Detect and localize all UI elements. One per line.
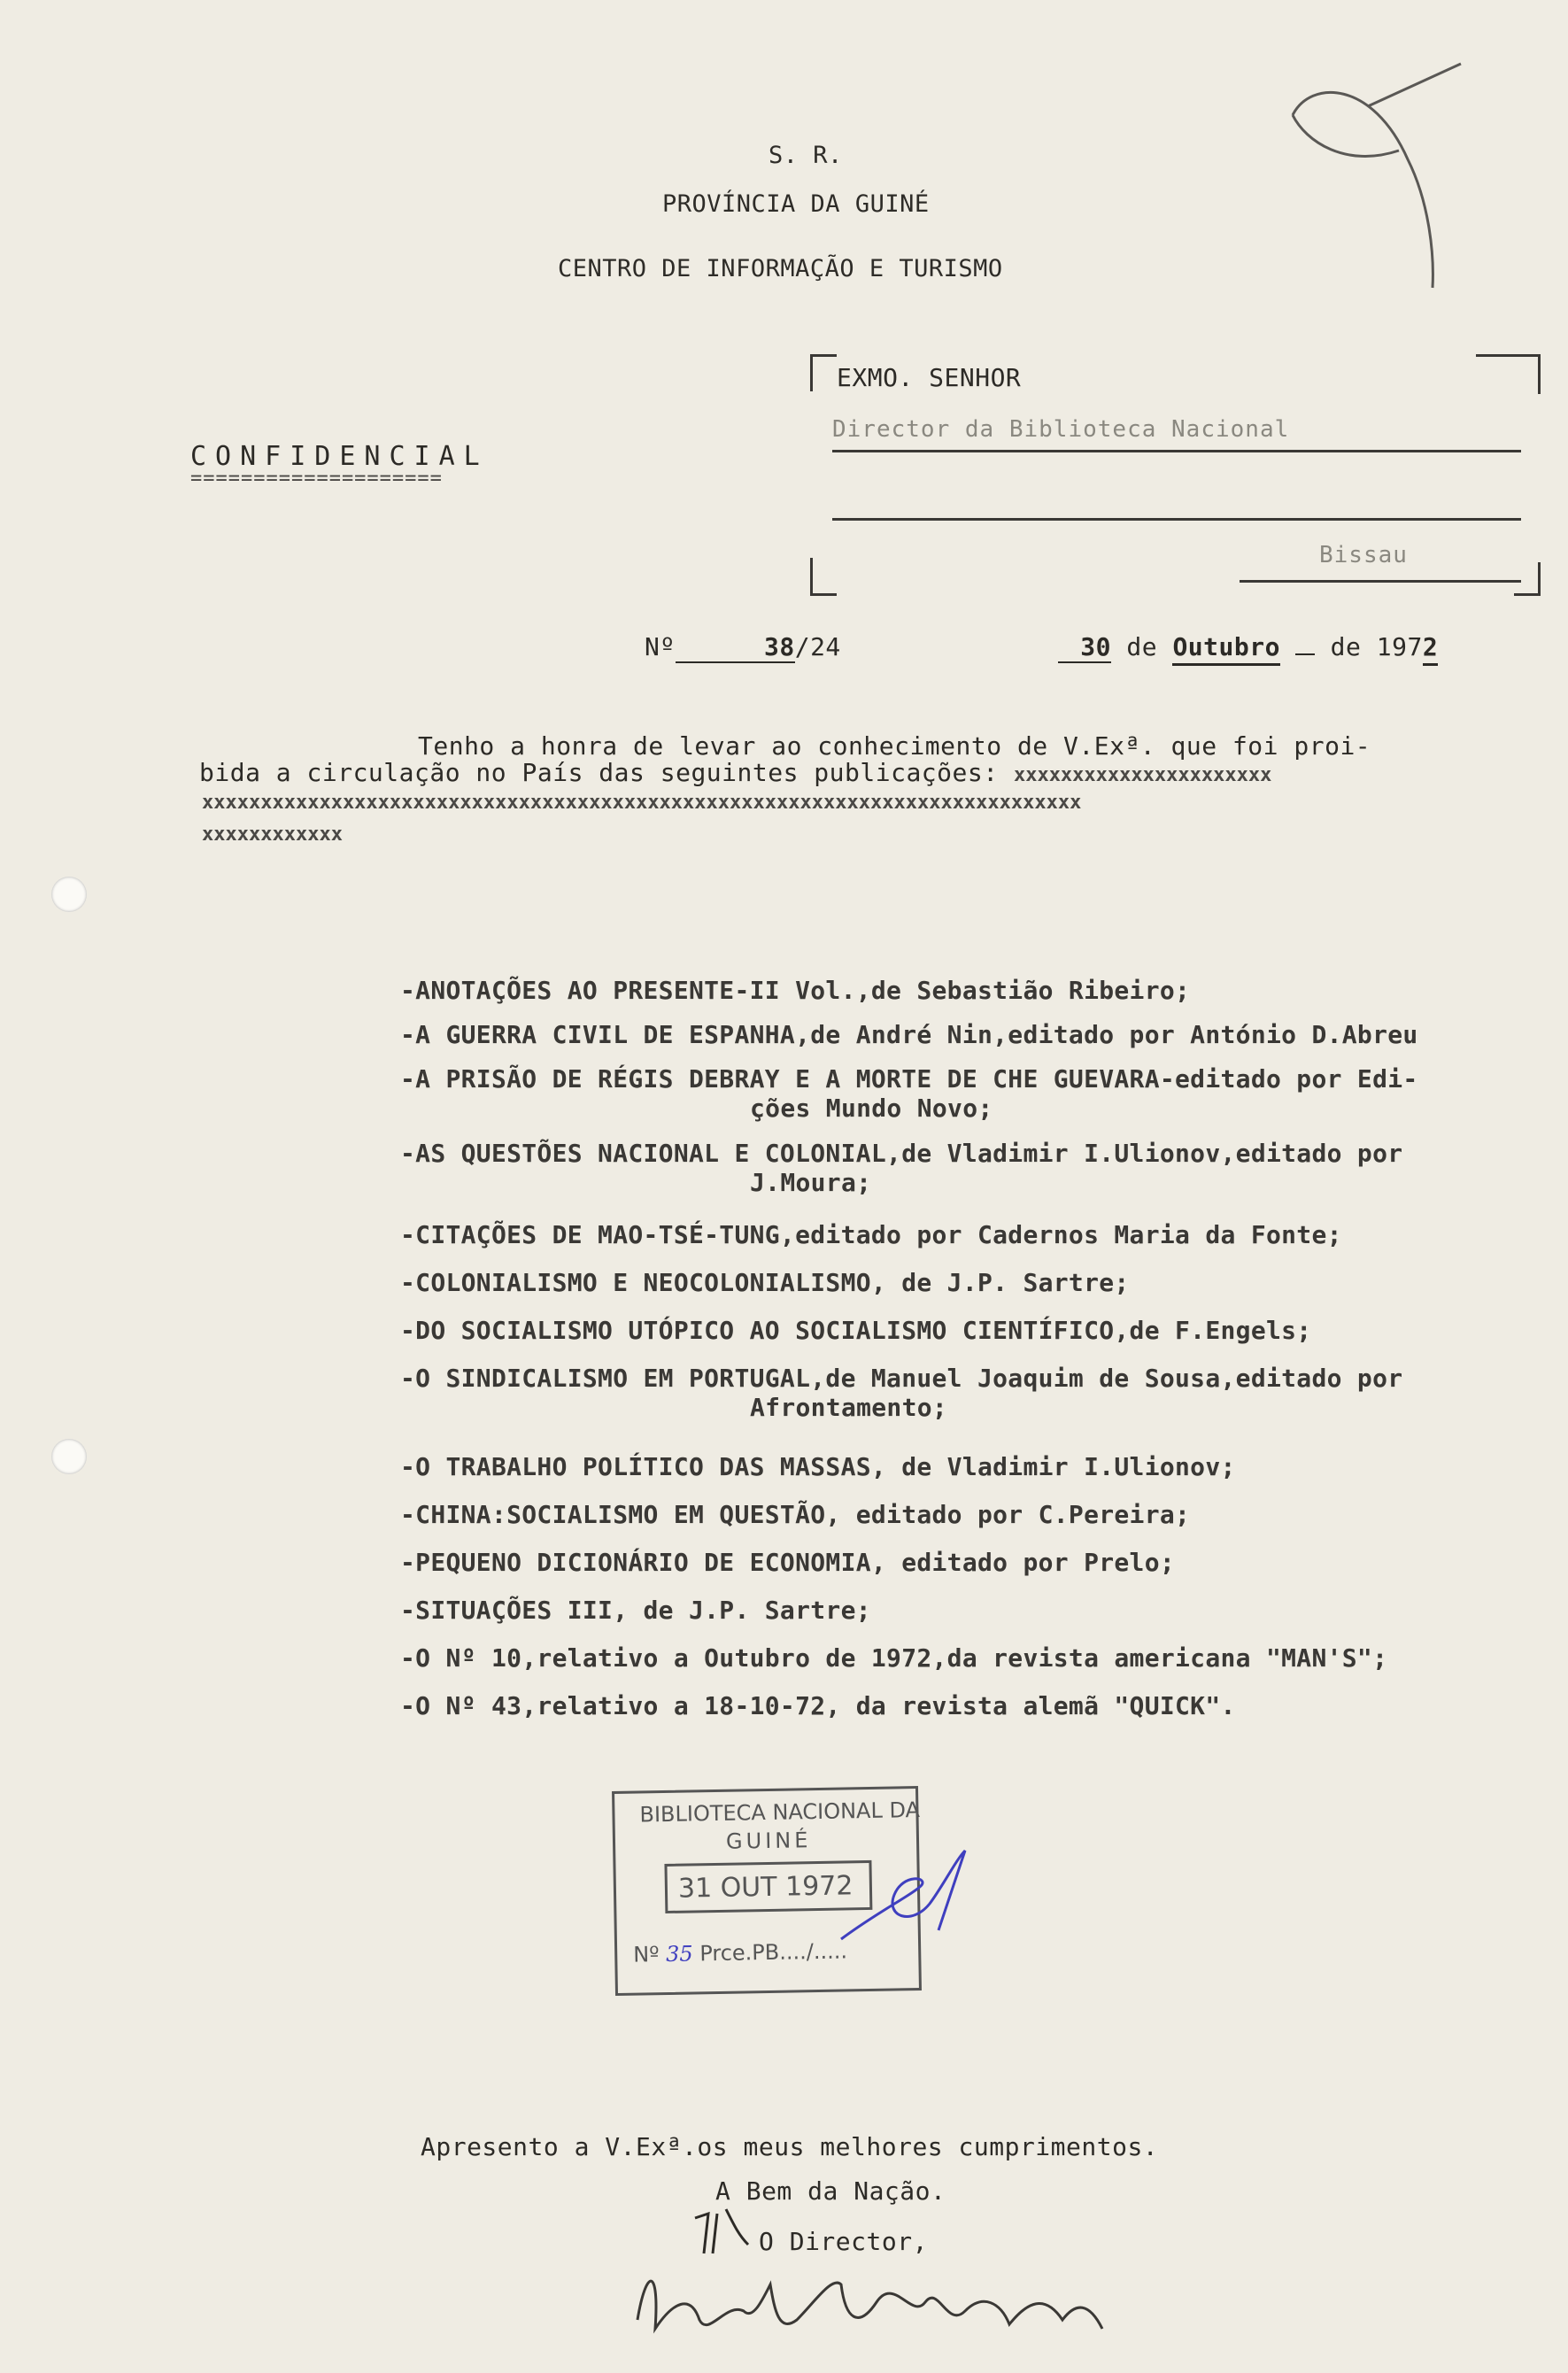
body-line-1: Tenho a honra de levar ao conhecimento de V.Exª. que foi proi-	[418, 731, 1371, 761]
reference-prefix: Nº	[645, 632, 676, 661]
list-item: -DO SOCIALISMO UTÓPICO AO SOCIALISMO CIENTÍFICO,de F.Engels;	[400, 1316, 1312, 1345]
list-item: -O Nº 10,relativo a Outubro de 1972,da revista americana "MAN'S";	[400, 1643, 1388, 1673]
stamp-library-name: BIBLIOTECA NACIONAL DA	[639, 1797, 921, 1828]
addressee-salutation: EXMO. SENHOR	[837, 363, 1022, 392]
body-line-2-struck: xxxxxxxxxxxxxxxxxxxxxx	[1013, 764, 1272, 786]
stamp-number-label: Nº	[632, 1942, 660, 1967]
reference-line	[645, 632, 841, 663]
list-item: -CHINA:SOCIALISMO EM QUESTÃO, editado por C.Pereira;	[400, 1500, 1191, 1529]
director-signature	[620, 2249, 1133, 2355]
list-item: -ANOTAÇÕES AO PRESENTE-II Vol.,de Sebastião Ribeiro;	[400, 976, 1191, 1005]
list-item: -O TRABALHO POLÍTICO DAS MASSAS, de Vladimir I.Ulionov;	[400, 1452, 1236, 1481]
address-box-corner	[810, 354, 813, 391]
stamp-country: GUINÉ	[725, 1828, 812, 1854]
struck-out-line-short: xxxxxxxxxxxx	[202, 823, 343, 846]
handwritten-check-mark	[1275, 44, 1505, 301]
punch-hole	[51, 877, 87, 912]
address-line-1	[832, 450, 1521, 452]
date-year-prefix: 197	[1376, 632, 1423, 661]
list-item: -PEQUENO DICIONÁRIO DE ECONOMIA, editado por Prelo;	[400, 1548, 1176, 1577]
address-box-corner	[810, 593, 837, 596]
reference-suffix: /24	[794, 632, 841, 661]
address-box-corner	[1538, 562, 1541, 596]
list-item: -AS QUESTÕES NACIONAL E COLONIAL,de Vladimir I.Ulionov,editado por J.Moura;	[400, 1139, 1403, 1197]
addressee-title: Director da Biblioteca Nacional	[832, 416, 1290, 443]
address-box-corner	[1514, 593, 1541, 596]
stamp-number: 35	[665, 1941, 693, 1967]
date-year-suffix: 2	[1423, 632, 1438, 666]
list-item: -A PRISÃO DE RÉGIS DEBRAY E A MORTE DE CHE GUEVARA-editado por Edi- ções Mundo Novo;	[400, 1064, 1418, 1123]
list-item: -COLONIALISMO E NEOCOLONIALISMO, de J.P. Sartre;	[400, 1268, 1130, 1297]
address-box-corner	[810, 558, 813, 595]
body-line-2	[199, 758, 1271, 787]
stamp-process: Prce.PB..../.....	[699, 1938, 848, 1967]
stamp-number-line	[633, 1938, 847, 1967]
confidential-label: CONFIDENCIAL	[190, 441, 489, 472]
confidential-underline: ====================	[190, 468, 443, 490]
address-box-corner	[810, 354, 837, 357]
list-item: -O Nº 43,relativo a 18-10-72, da revista alemã "QUICK".	[400, 1691, 1236, 1720]
address-line-3	[1240, 580, 1521, 583]
blue-initials-signature	[823, 1842, 983, 1957]
list-item: -O SINDICALISMO EM PORTUGAL,de Manuel Joaquim de Sousa,editado por Afrontamento;	[400, 1364, 1403, 1422]
date-de-2: de	[1330, 632, 1362, 661]
centre-heading: CENTRO DE INFORMAÇÃO E TURISMO	[558, 255, 1003, 282]
date-month: Outubro	[1172, 632, 1280, 666]
punch-hole	[51, 1439, 87, 1474]
list-item: -SITUAÇÕES III, de J.P. Sartre;	[400, 1596, 871, 1625]
address-box-corner	[1476, 354, 1541, 357]
publications-list	[400, 976, 1551, 1739]
addressee-city: Bissau	[1319, 542, 1408, 568]
date-day: 30	[1058, 632, 1111, 663]
body-line-2-text: bida a circulação no País das seguintes publicações:	[199, 758, 999, 787]
struck-out-line: xxxxxxxxxxxxxxxxxxxxxxxxxxxxxxxxxxxxxxxxxxxxxxxxxxxxxxxxxxxxxxxxxxxxxxxxxxx	[202, 792, 1082, 814]
province-heading: PROVÍNCIA DA GUINÉ	[662, 190, 930, 218]
stamp-date: 31 OUT 1972	[677, 1870, 854, 1905]
closing-signatory: O Director,	[759, 2227, 928, 2256]
reference-number: 38	[676, 632, 795, 663]
date-line	[1058, 632, 1438, 663]
date-de-1: de	[1126, 632, 1158, 661]
closing-motto: A Bem da Nação.	[715, 2176, 946, 2206]
address-box-corner	[1538, 354, 1541, 394]
list-item: -A GUERRA CIVIL DE ESPANHA,de André Nin,editado por António D.Abreu	[400, 1020, 1418, 1049]
secret-reserved-heading: S. R.	[769, 142, 843, 169]
address-line-2	[832, 518, 1521, 521]
list-item: -CITAÇÕES DE MAO-TSÉ-TUNG,editado por Cadernos Maria da Fonte;	[400, 1220, 1342, 1249]
closing-greeting: Apresento a V.Exª.os meus melhores cumprimentos.	[421, 2132, 1159, 2161]
